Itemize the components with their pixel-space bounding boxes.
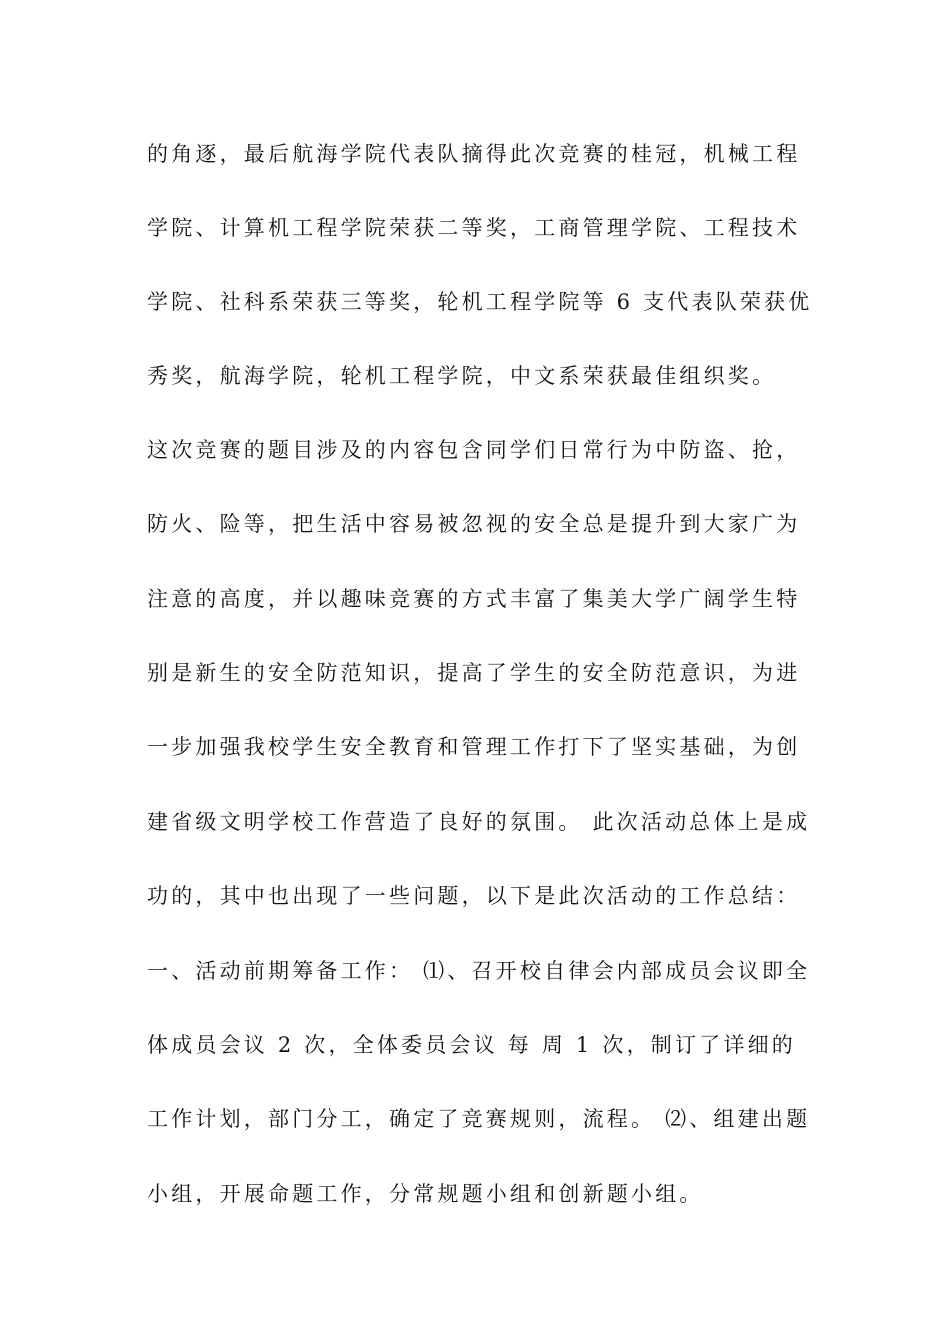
text-line: 工作计划，部门分工，确定了竞赛规则，流程。 ⑵、组建出题 [147,1107,811,1131]
text-line: 注意的高度，并以趣味竞赛的方式丰富了集美大学广阔学生特 [147,587,801,611]
text-line: 学院、计算机工程学院荣获二等奖，工商管理学院、工程技术 [147,216,801,240]
text-line: 小组，开展命题工作，分常规题小组和创新题小组。 [147,1182,704,1206]
text-line: 这次竞赛的题目涉及的内容包含同学们日常行为中防盗、抢， [147,438,801,462]
text-line: 一步加强我校学生安全教育和管理工作打下了坚实基础，为创 [147,735,801,759]
text-line: 学院、社科系荣获三等奖，轮机工程学院等 6 支代表队荣获优 [147,290,813,314]
text-line: 建省级文明学校工作营造了良好的氛围。 此次活动总体上是成 [147,810,811,834]
text-line: 一、活动前期筹备工作： ⑴、召开校自律会内部成员会议即全 [147,959,811,983]
text-line: 体成员会议 2 次，全体委员会议 每 周 1 次，制订了详细的 [147,1033,796,1057]
text-line: 别是新生的安全防范知识，提高了学生的安全防范意识，为进 [147,661,801,685]
text-line: 秀奖，航海学院，轮机工程学院，中文系荣获最佳组织奖。 [147,364,777,388]
text-line: 功的，其中也出现了一些问题，以下是此次活动的工作总结： [147,884,801,908]
text-line: 的角逐，最后航海学院代表队摘得此次竞赛的桂冠，机械工程 [147,142,801,166]
text-line: 防火、险等，把生活中容易被忽视的安全总是提升到大家广为 [147,512,801,536]
